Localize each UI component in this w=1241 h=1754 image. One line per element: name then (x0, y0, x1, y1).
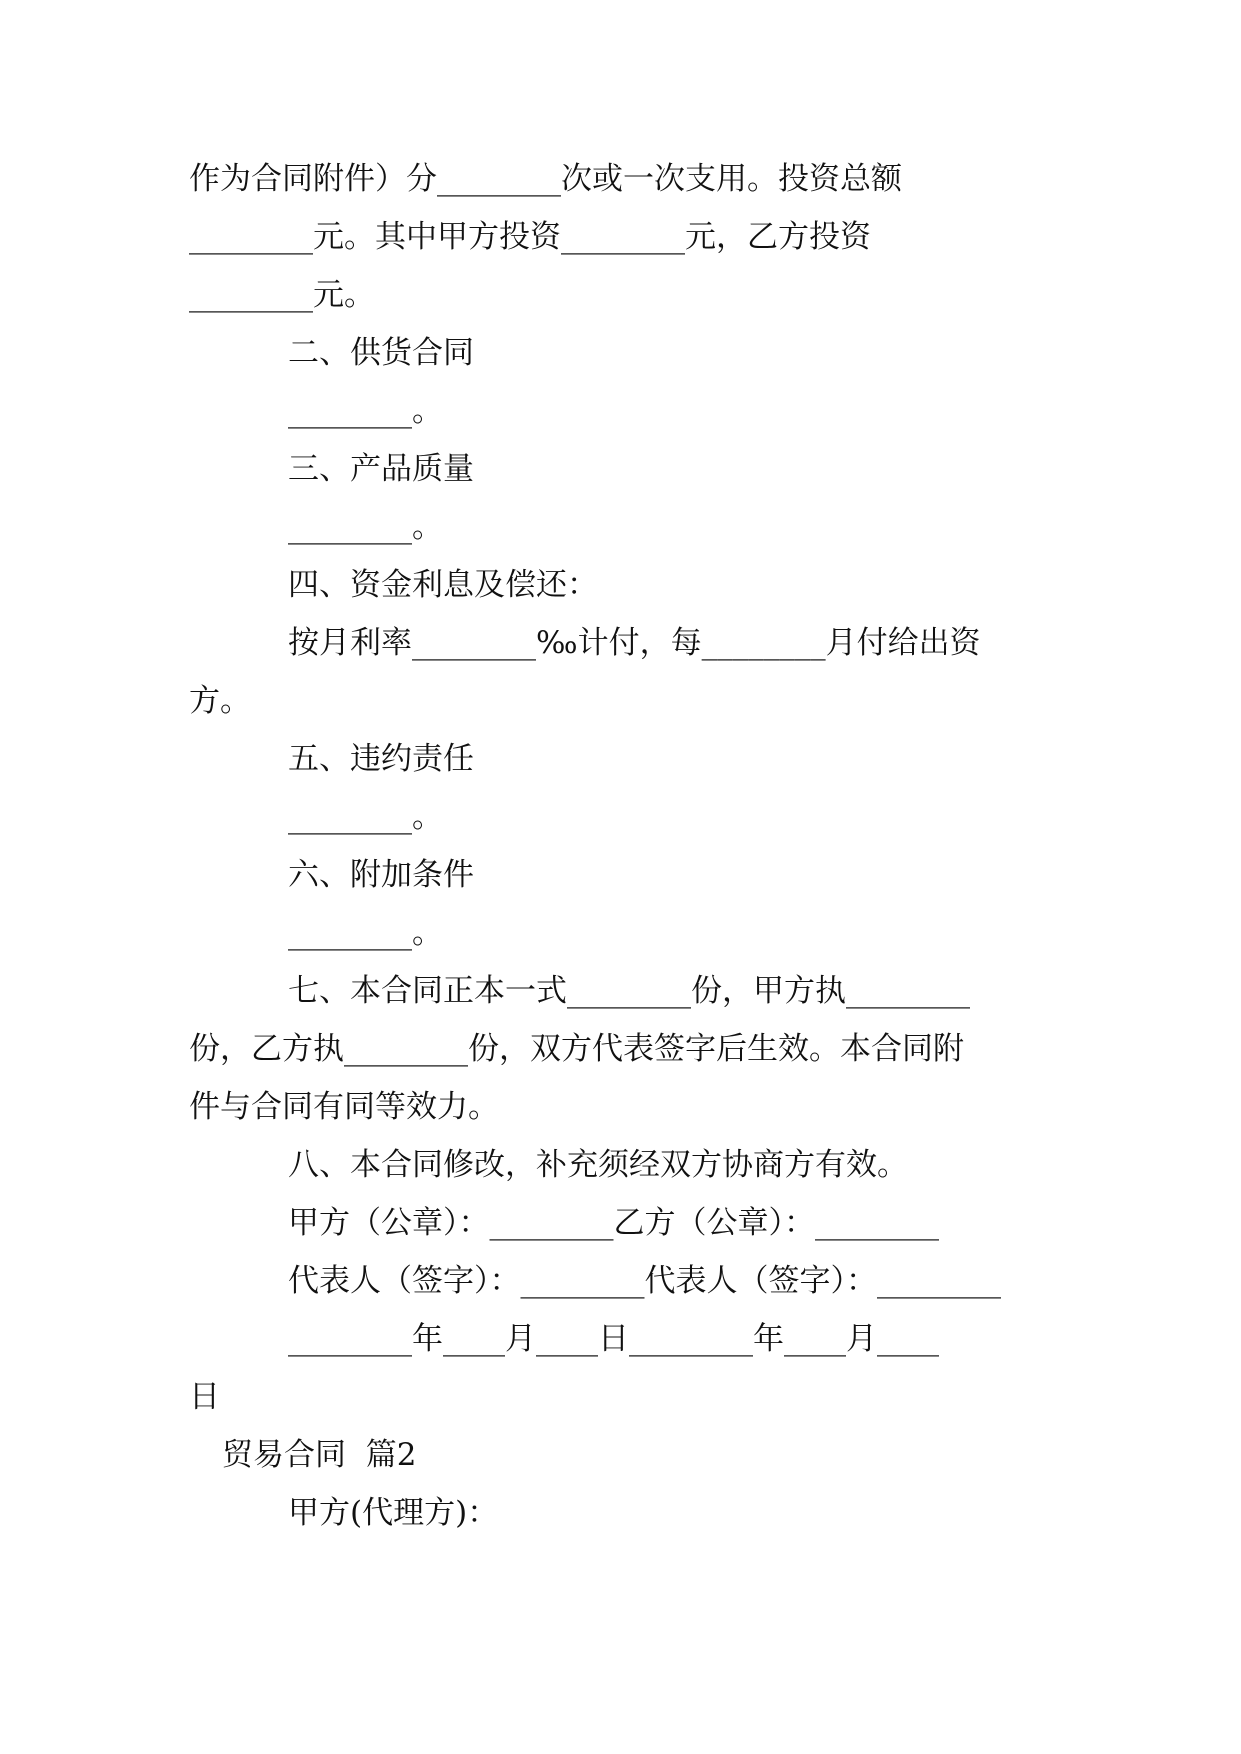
signature-line: 甲方（公章）：________乙方（公章）：________ (288, 1205, 939, 1241)
blank-field-line: ________。 (288, 799, 443, 835)
section-heading: 二、供货合同 (288, 335, 474, 371)
section-heading: 五、违约责任 (288, 741, 474, 777)
paragraph-line: 七、本合同正本一式________份，甲方执________ (288, 973, 970, 1009)
paragraph-line: 份，乙方执________份，双方代表签字后生效。本合同附 (189, 1031, 964, 1067)
section-heading: 三、产品质量 (288, 451, 474, 487)
paragraph-line: 按月利率________‰计付，每________月付给出资 (288, 625, 981, 661)
paragraph-line: 八、本合同修改，补充须经双方协商方有效。 (288, 1147, 908, 1183)
paragraph-line: 方。 (189, 683, 251, 719)
paragraph-line: ________元。其中甲方投资________元，乙方投资 (189, 219, 871, 255)
signature-line: 代表人（签字）：________代表人（签字）：________ (288, 1263, 1001, 1299)
date-line: 日 (189, 1379, 220, 1415)
section-heading: 四、资金利息及偿还： (288, 567, 598, 603)
party-label: 甲方(代理方)： (288, 1495, 499, 1531)
blank-field-line: ________。 (288, 393, 443, 429)
section-title: 贸易合同 篇2 (222, 1437, 417, 1473)
blank-field-line: ________。 (288, 915, 443, 951)
section-heading: 六、附加条件 (288, 857, 474, 893)
paragraph-line: 作为合同附件）分________次或一次支用。投资总额 (189, 161, 902, 197)
paragraph-line: ________元。 (189, 277, 375, 313)
blank-field-line: ________。 (288, 509, 443, 545)
paragraph-line: 件与合同有同等效力。 (189, 1089, 499, 1125)
date-line: ________年____月____日________年____月____ (288, 1321, 939, 1357)
